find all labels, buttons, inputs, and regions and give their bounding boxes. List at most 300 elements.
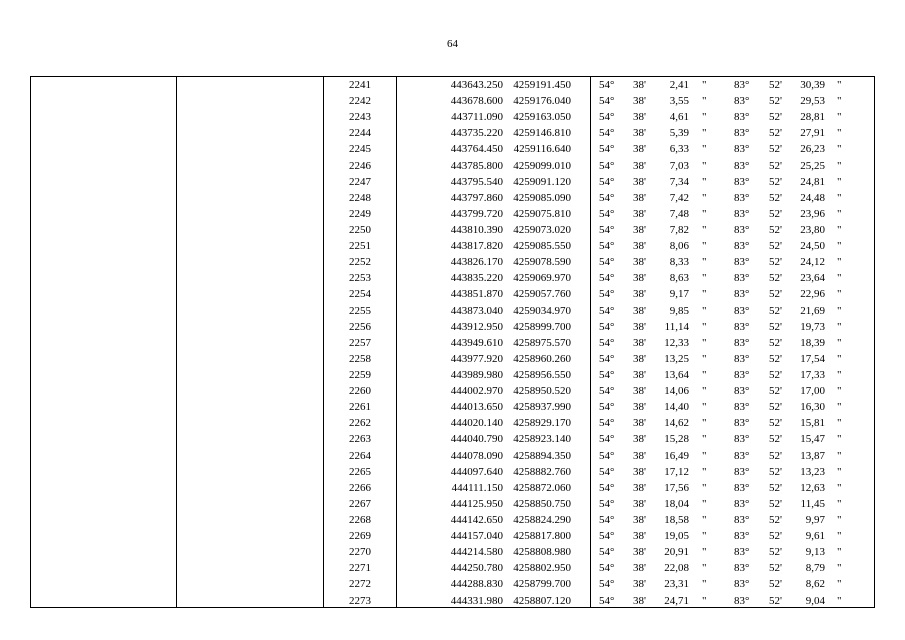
latitude-degrees: 54°	[599, 465, 615, 478]
longitude-seconds-mark: "	[837, 95, 842, 108]
x-coordinate: 443785.800	[450, 159, 503, 172]
latitude-seconds: 14,06	[664, 385, 689, 398]
x-coordinate: 444331.980	[450, 594, 503, 607]
longitude-seconds-mark: "	[837, 336, 842, 349]
latitude-seconds: 4,61	[669, 111, 689, 124]
longitude-degrees: 83°	[734, 513, 750, 526]
longitude-minutes: 52'	[769, 497, 782, 510]
y-coordinate: 4258975.570	[513, 336, 571, 349]
longitude-seconds-mark: "	[837, 223, 842, 236]
latitude-minutes: 38'	[633, 352, 646, 365]
longitude-seconds: 15,81	[800, 417, 825, 430]
y-coordinate: 4259085.550	[513, 240, 571, 253]
longitude-degrees: 83°	[734, 240, 750, 253]
longitude-degrees: 83°	[734, 256, 750, 269]
y-coordinate: 4259146.810	[513, 127, 571, 140]
x-coordinate: 443797.860	[450, 191, 503, 204]
latitude-minutes: 38'	[633, 433, 646, 446]
latitude-seconds: 15,28	[664, 433, 689, 446]
table-row	[31, 576, 874, 592]
y-coordinate: 4258956.550	[513, 368, 571, 381]
x-coordinate: 444040.790	[450, 433, 503, 446]
latitude-seconds-mark: "	[702, 546, 707, 559]
latitude-minutes: 38'	[633, 143, 646, 156]
longitude-minutes: 52'	[769, 159, 782, 172]
point-number: 2254	[349, 288, 371, 301]
latitude-degrees: 54°	[599, 95, 615, 108]
latitude-seconds-mark: "	[702, 111, 707, 124]
longitude-degrees: 83°	[734, 336, 750, 349]
latitude-degrees: 54°	[599, 240, 615, 253]
longitude-seconds: 16,30	[800, 401, 825, 414]
latitude-seconds-mark: "	[702, 336, 707, 349]
longitude-seconds: 24,48	[800, 191, 825, 204]
y-coordinate: 4259069.970	[513, 272, 571, 285]
latitude-degrees: 54°	[599, 272, 615, 285]
latitude-seconds: 7,42	[669, 191, 689, 204]
latitude-seconds-mark: "	[702, 417, 707, 430]
latitude-degrees: 54°	[599, 401, 615, 414]
longitude-seconds-mark: "	[837, 368, 842, 381]
longitude-degrees: 83°	[734, 546, 750, 559]
longitude-seconds-mark: "	[837, 594, 842, 607]
y-coordinate: 4259191.450	[513, 79, 571, 91]
latitude-minutes: 38'	[633, 578, 646, 591]
table-row	[31, 174, 874, 190]
y-coordinate: 4259163.050	[513, 111, 571, 124]
latitude-seconds: 8,63	[669, 272, 689, 285]
point-number: 2264	[349, 449, 371, 462]
longitude-minutes: 52'	[769, 417, 782, 430]
table-row	[31, 319, 874, 335]
longitude-seconds: 15,47	[800, 433, 825, 446]
x-coordinate: 444125.950	[450, 497, 503, 510]
longitude-degrees: 83°	[734, 272, 750, 285]
point-number: 2272	[349, 578, 371, 591]
longitude-degrees: 83°	[734, 304, 750, 317]
latitude-seconds-mark: "	[702, 449, 707, 462]
latitude-seconds: 17,12	[664, 465, 689, 478]
y-coordinate: 4258929.170	[513, 417, 571, 430]
point-number: 2257	[349, 336, 371, 349]
latitude-minutes: 38'	[633, 127, 646, 140]
longitude-degrees: 83°	[734, 143, 750, 156]
x-coordinate: 444097.640	[450, 465, 503, 478]
latitude-minutes: 38'	[633, 530, 646, 543]
x-coordinate: 444002.970	[450, 385, 503, 398]
longitude-minutes: 52'	[769, 513, 782, 526]
latitude-minutes: 38'	[633, 465, 646, 478]
longitude-seconds-mark: "	[837, 481, 842, 494]
longitude-seconds-mark: "	[837, 111, 842, 124]
table-row	[31, 480, 874, 496]
longitude-seconds-mark: "	[837, 320, 842, 333]
latitude-seconds: 22,08	[664, 562, 689, 575]
longitude-seconds-mark: "	[837, 513, 842, 526]
longitude-minutes: 52'	[769, 191, 782, 204]
longitude-minutes: 52'	[769, 127, 782, 140]
latitude-seconds-mark: "	[702, 191, 707, 204]
latitude-degrees: 54°	[599, 288, 615, 301]
table-row	[31, 593, 874, 609]
y-coordinate: 4258999.700	[513, 320, 571, 333]
longitude-seconds-mark: "	[837, 449, 842, 462]
longitude-seconds: 19,73	[800, 320, 825, 333]
table-row	[31, 367, 874, 383]
point-number: 2268	[349, 513, 371, 526]
latitude-seconds-mark: "	[702, 401, 707, 414]
latitude-seconds: 13,25	[664, 352, 689, 365]
latitude-seconds-mark: "	[702, 79, 707, 91]
longitude-minutes: 52'	[769, 288, 782, 301]
latitude-degrees: 54°	[599, 433, 615, 446]
longitude-seconds: 17,00	[800, 385, 825, 398]
latitude-seconds: 9,85	[669, 304, 689, 317]
longitude-minutes: 52'	[769, 562, 782, 575]
longitude-seconds: 23,96	[800, 207, 825, 220]
latitude-seconds-mark: "	[702, 578, 707, 591]
latitude-minutes: 38'	[633, 449, 646, 462]
x-coordinate: 443817.820	[450, 240, 503, 253]
longitude-degrees: 83°	[734, 433, 750, 446]
latitude-seconds-mark: "	[702, 497, 707, 510]
point-number: 2259	[349, 368, 371, 381]
table-row	[31, 335, 874, 351]
y-coordinate: 4259034.970	[513, 304, 571, 317]
latitude-seconds-mark: "	[702, 223, 707, 236]
table-row	[31, 496, 874, 512]
x-coordinate: 444020.140	[450, 417, 503, 430]
longitude-minutes: 52'	[769, 433, 782, 446]
latitude-degrees: 54°	[599, 175, 615, 188]
table-row	[31, 399, 874, 415]
table-row	[31, 93, 874, 109]
latitude-seconds-mark: "	[702, 352, 707, 365]
y-coordinate: 4258802.950	[513, 562, 571, 575]
point-number: 2261	[349, 401, 371, 414]
latitude-seconds-mark: "	[702, 143, 707, 156]
latitude-seconds-mark: "	[702, 240, 707, 253]
table-row	[31, 141, 874, 157]
y-coordinate: 4258850.750	[513, 497, 571, 510]
longitude-seconds: 23,80	[800, 223, 825, 236]
x-coordinate: 444250.780	[450, 562, 503, 575]
y-coordinate: 4258799.700	[513, 578, 571, 591]
latitude-degrees: 54°	[599, 368, 615, 381]
longitude-seconds-mark: "	[837, 401, 842, 414]
longitude-degrees: 83°	[734, 465, 750, 478]
latitude-degrees: 54°	[599, 578, 615, 591]
longitude-seconds: 17,54	[800, 352, 825, 365]
longitude-seconds-mark: "	[837, 385, 842, 398]
latitude-minutes: 38'	[633, 207, 646, 220]
point-number: 2266	[349, 481, 371, 494]
latitude-minutes: 38'	[633, 497, 646, 510]
table-row	[31, 464, 874, 480]
longitude-degrees: 83°	[734, 352, 750, 365]
latitude-degrees: 54°	[599, 385, 615, 398]
longitude-minutes: 52'	[769, 449, 782, 462]
point-number: 2269	[349, 530, 371, 543]
y-coordinate: 4258960.260	[513, 352, 571, 365]
longitude-degrees: 83°	[734, 288, 750, 301]
x-coordinate: 443949.610	[450, 336, 503, 349]
latitude-seconds: 8,06	[669, 240, 689, 253]
latitude-seconds: 19,05	[664, 530, 689, 543]
longitude-degrees: 83°	[734, 594, 750, 607]
longitude-seconds: 18,39	[800, 336, 825, 349]
latitude-seconds: 3,55	[669, 95, 689, 108]
point-number: 2244	[349, 127, 371, 140]
table-row	[31, 431, 874, 447]
x-coordinate: 444111.150	[451, 481, 503, 494]
longitude-seconds: 12,63	[800, 481, 825, 494]
longitude-seconds-mark: "	[837, 433, 842, 446]
longitude-seconds-mark: "	[837, 143, 842, 156]
longitude-seconds-mark: "	[837, 240, 842, 253]
table-row	[31, 125, 874, 141]
y-coordinate: 4258807.120	[513, 594, 571, 607]
latitude-degrees: 54°	[599, 481, 615, 494]
longitude-seconds-mark: "	[837, 562, 842, 575]
latitude-degrees: 54°	[599, 320, 615, 333]
latitude-minutes: 38'	[633, 304, 646, 317]
longitude-degrees: 83°	[734, 417, 750, 430]
longitude-minutes: 52'	[769, 465, 782, 478]
longitude-degrees: 83°	[734, 497, 750, 510]
y-coordinate: 4259057.760	[513, 288, 571, 301]
longitude-minutes: 52'	[769, 223, 782, 236]
table-row	[31, 222, 874, 238]
longitude-seconds-mark: "	[837, 417, 842, 430]
latitude-minutes: 38'	[633, 594, 646, 607]
latitude-degrees: 54°	[599, 417, 615, 430]
longitude-minutes: 52'	[769, 143, 782, 156]
point-number: 2250	[349, 223, 371, 236]
x-coordinate: 444078.090	[450, 449, 503, 462]
latitude-minutes: 38'	[633, 320, 646, 333]
latitude-degrees: 54°	[599, 256, 615, 269]
longitude-seconds: 29,53	[800, 95, 825, 108]
x-coordinate: 443810.390	[450, 223, 503, 236]
latitude-degrees: 54°	[599, 143, 615, 156]
y-coordinate: 4259075.810	[513, 207, 571, 220]
latitude-minutes: 38'	[633, 417, 646, 430]
x-coordinate: 443873.040	[450, 304, 503, 317]
latitude-seconds: 14,62	[664, 417, 689, 430]
longitude-seconds: 9,13	[805, 546, 825, 559]
longitude-seconds: 24,81	[800, 175, 825, 188]
latitude-seconds-mark: "	[702, 594, 707, 607]
latitude-minutes: 38'	[633, 159, 646, 172]
table-row	[31, 303, 874, 319]
latitude-minutes: 38'	[633, 288, 646, 301]
longitude-minutes: 52'	[769, 304, 782, 317]
latitude-seconds: 6,33	[669, 143, 689, 156]
latitude-minutes: 38'	[633, 513, 646, 526]
longitude-degrees: 83°	[734, 562, 750, 575]
longitude-minutes: 52'	[769, 530, 782, 543]
point-number: 2270	[349, 546, 371, 559]
latitude-minutes: 38'	[633, 240, 646, 253]
longitude-seconds-mark: "	[837, 272, 842, 285]
latitude-degrees: 54°	[599, 336, 615, 349]
longitude-seconds-mark: "	[837, 288, 842, 301]
table-row	[31, 77, 874, 93]
longitude-degrees: 83°	[734, 530, 750, 543]
longitude-seconds: 17,33	[800, 368, 825, 381]
y-coordinate: 4258824.290	[513, 513, 571, 526]
longitude-minutes: 52'	[769, 320, 782, 333]
latitude-seconds-mark: "	[702, 433, 707, 446]
latitude-minutes: 38'	[633, 368, 646, 381]
latitude-minutes: 38'	[633, 95, 646, 108]
latitude-seconds: 23,31	[664, 578, 689, 591]
point-number: 2262	[349, 417, 371, 430]
y-coordinate: 4258882.760	[513, 465, 571, 478]
longitude-degrees: 83°	[734, 191, 750, 204]
latitude-seconds-mark: "	[702, 481, 707, 494]
latitude-degrees: 54°	[599, 546, 615, 559]
latitude-seconds: 11,14	[664, 320, 689, 333]
longitude-minutes: 52'	[769, 385, 782, 398]
longitude-seconds: 24,50	[800, 240, 825, 253]
longitude-seconds: 24,12	[800, 256, 825, 269]
latitude-degrees: 54°	[599, 223, 615, 236]
longitude-minutes: 52'	[769, 272, 782, 285]
point-number: 2256	[349, 320, 371, 333]
longitude-seconds-mark: "	[837, 256, 842, 269]
latitude-seconds: 7,48	[669, 207, 689, 220]
y-coordinate: 4259078.590	[513, 256, 571, 269]
x-coordinate: 443912.950	[450, 320, 503, 333]
latitude-seconds-mark: "	[702, 465, 707, 478]
point-number: 2258	[349, 352, 371, 365]
latitude-degrees: 54°	[599, 562, 615, 575]
longitude-seconds: 13,23	[800, 465, 825, 478]
longitude-degrees: 83°	[734, 578, 750, 591]
x-coordinate: 443711.090	[451, 111, 503, 124]
latitude-seconds: 18,04	[664, 497, 689, 510]
y-coordinate: 4259085.090	[513, 191, 571, 204]
y-coordinate: 4258923.140	[513, 433, 571, 446]
point-number: 2246	[349, 159, 371, 172]
x-coordinate: 444157.040	[450, 530, 503, 543]
longitude-seconds-mark: "	[837, 127, 842, 140]
longitude-minutes: 52'	[769, 546, 782, 559]
latitude-minutes: 38'	[633, 111, 646, 124]
x-coordinate: 443799.720	[450, 207, 503, 220]
longitude-seconds-mark: "	[837, 352, 842, 365]
table-row	[31, 383, 874, 399]
latitude-seconds-mark: "	[702, 272, 707, 285]
latitude-seconds-mark: "	[702, 159, 707, 172]
longitude-seconds: 23,64	[800, 272, 825, 285]
point-number: 2252	[349, 256, 371, 269]
latitude-degrees: 54°	[599, 449, 615, 462]
longitude-degrees: 83°	[734, 368, 750, 381]
latitude-seconds-mark: "	[702, 562, 707, 575]
latitude-degrees: 54°	[599, 352, 615, 365]
longitude-degrees: 83°	[734, 320, 750, 333]
longitude-seconds: 22,96	[800, 288, 825, 301]
longitude-seconds-mark: "	[837, 191, 842, 204]
longitude-seconds: 11,45	[800, 497, 825, 510]
point-number: 2267	[349, 497, 371, 510]
longitude-seconds: 25,25	[800, 159, 825, 172]
table-row	[31, 190, 874, 206]
point-number: 2253	[349, 272, 371, 285]
longitude-seconds-mark: "	[837, 497, 842, 510]
longitude-minutes: 52'	[769, 336, 782, 349]
longitude-seconds-mark: "	[837, 175, 842, 188]
longitude-minutes: 52'	[769, 578, 782, 591]
latitude-seconds-mark: "	[702, 95, 707, 108]
latitude-seconds-mark: "	[702, 304, 707, 317]
latitude-seconds: 18,58	[664, 513, 689, 526]
x-coordinate: 443851.870	[450, 288, 503, 301]
latitude-seconds: 17,56	[664, 481, 689, 494]
longitude-seconds: 30,39	[800, 79, 825, 91]
longitude-minutes: 52'	[769, 111, 782, 124]
longitude-seconds: 9,61	[805, 530, 825, 543]
longitude-seconds-mark: "	[837, 578, 842, 591]
x-coordinate: 444214.580	[450, 546, 503, 559]
longitude-minutes: 52'	[769, 256, 782, 269]
point-number: 2249	[349, 207, 371, 220]
longitude-degrees: 83°	[734, 111, 750, 124]
latitude-seconds-mark: "	[702, 127, 707, 140]
latitude-degrees: 54°	[599, 304, 615, 317]
latitude-degrees: 54°	[599, 191, 615, 204]
y-coordinate: 4259116.640	[513, 143, 571, 156]
page-number: 64	[447, 38, 458, 50]
table-row	[31, 528, 874, 544]
latitude-minutes: 38'	[633, 336, 646, 349]
latitude-seconds: 5,39	[669, 127, 689, 140]
latitude-minutes: 38'	[633, 401, 646, 414]
latitude-seconds-mark: "	[702, 175, 707, 188]
point-number: 2255	[349, 304, 371, 317]
latitude-seconds-mark: "	[702, 385, 707, 398]
latitude-minutes: 38'	[633, 191, 646, 204]
longitude-seconds-mark: "	[837, 79, 842, 91]
point-number: 2265	[349, 465, 371, 478]
longitude-degrees: 83°	[734, 401, 750, 414]
x-coordinate: 443977.920	[450, 352, 503, 365]
point-number: 2271	[349, 562, 371, 575]
point-number: 2242	[349, 95, 371, 108]
latitude-seconds: 9,17	[669, 288, 689, 301]
latitude-minutes: 38'	[633, 256, 646, 269]
latitude-minutes: 38'	[633, 79, 646, 91]
x-coordinate: 443735.220	[450, 127, 503, 140]
latitude-minutes: 38'	[633, 385, 646, 398]
y-coordinate: 4259073.020	[513, 223, 571, 236]
table-row	[31, 158, 874, 174]
longitude-degrees: 83°	[734, 175, 750, 188]
x-coordinate: 443795.540	[450, 175, 503, 188]
point-number: 2263	[349, 433, 371, 446]
table-row	[31, 206, 874, 222]
longitude-seconds: 27,91	[800, 127, 825, 140]
y-coordinate: 4259176.040	[513, 95, 571, 108]
latitude-degrees: 54°	[599, 497, 615, 510]
x-coordinate: 443826.170	[450, 256, 503, 269]
latitude-degrees: 54°	[599, 513, 615, 526]
point-number: 2247	[349, 175, 371, 188]
y-coordinate: 4259099.010	[513, 159, 571, 172]
